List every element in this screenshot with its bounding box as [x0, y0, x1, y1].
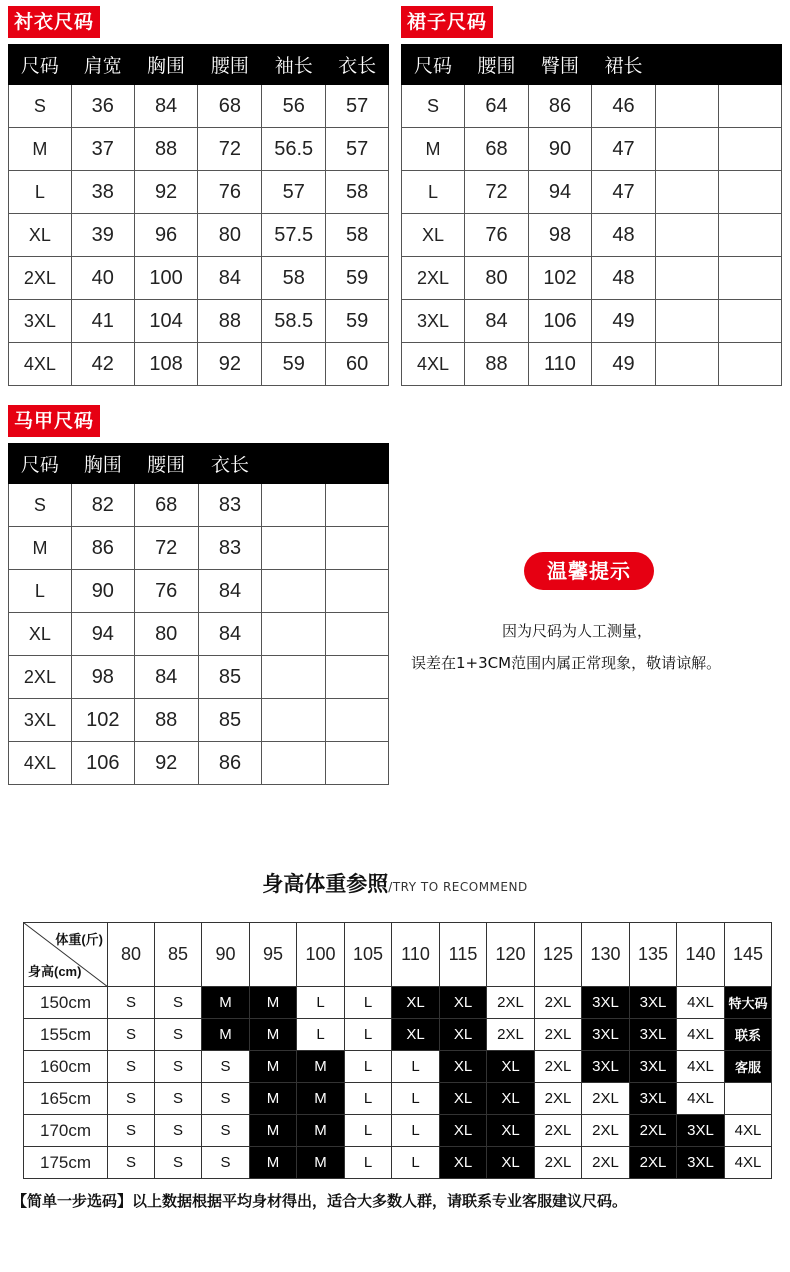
special-size-cell: 特大码: [725, 987, 772, 1019]
weight-header-cell: 135: [630, 923, 677, 987]
skirt-value-cell: 80: [465, 257, 529, 300]
shirt-value-cell: 58: [262, 257, 326, 300]
shirt-size-title: 衬衣尺码: [8, 6, 100, 38]
shirt-size-cell: M: [9, 128, 72, 171]
shirt-value-cell: 58.5: [262, 300, 326, 343]
recommended-size-cell: M: [250, 1083, 297, 1115]
vest-value-cell: 83: [198, 484, 262, 527]
shirt-value-cell: 58: [326, 171, 389, 214]
vest-size-cell: 3XL: [9, 699, 72, 742]
recommended-size-cell: 3XL: [582, 987, 630, 1019]
recommended-size-cell: XL: [440, 1115, 487, 1147]
skirt-value-cell: [656, 214, 719, 257]
skirt-value-cell: [656, 85, 719, 128]
shirt-value-cell: 72: [198, 128, 262, 171]
skirt-value-cell: 110: [529, 343, 592, 386]
vest-value-cell: 68: [134, 484, 198, 527]
special-size-cell: 联系: [725, 1019, 772, 1051]
vest-value-cell: [326, 570, 389, 613]
shirt-value-cell: 57: [326, 128, 389, 171]
shirt-size-cell: S: [9, 85, 72, 128]
shirt-value-cell: 36: [71, 85, 134, 128]
skirt-row: [402, 300, 782, 343]
tip-badge: 温馨提示: [524, 552, 654, 590]
recommended-size-cell: L: [392, 1147, 440, 1179]
recommended-size-cell: L: [392, 1115, 440, 1147]
shirt-size-cell: XL: [9, 214, 72, 257]
skirt-value-cell: 90: [529, 128, 592, 171]
shirt-header-cell: 尺码: [9, 45, 72, 85]
vest-value-cell: [262, 570, 326, 613]
recommended-size-cell: 2XL: [582, 1115, 630, 1147]
shirt-value-cell: 92: [198, 343, 262, 386]
skirt-value-cell: 48: [592, 214, 656, 257]
vest-size-cell: 4XL: [9, 742, 72, 785]
recommended-size-cell: 3XL: [630, 1083, 677, 1115]
skirt-value-cell: 64: [465, 85, 529, 128]
skirt-header-cell: 裙长: [592, 45, 656, 85]
shirt-value-cell: 100: [134, 257, 198, 300]
shirt-value-cell: 57.5: [262, 214, 326, 257]
height-cell: 160cm: [24, 1051, 108, 1083]
vest-row: [9, 613, 389, 656]
shirt-size-cell: 2XL: [9, 257, 72, 300]
shirt-value-cell: 40: [71, 257, 134, 300]
vest-size-block: [8, 405, 389, 780]
skirt-value-cell: 72: [465, 171, 529, 214]
recommended-size-cell: S: [155, 1115, 202, 1147]
reference-row: [24, 1115, 772, 1147]
reference-title-en: /TRY TO RECOMMEND: [388, 880, 528, 894]
recommended-size-cell: XL: [392, 1019, 440, 1051]
vest-value-cell: 92: [134, 742, 198, 785]
recommended-size-cell: S: [155, 987, 202, 1019]
skirt-header-cell: 臀围: [529, 45, 592, 85]
recommended-size-cell: 2XL: [630, 1115, 677, 1147]
recommended-size-cell: L: [392, 1051, 440, 1083]
shirt-row: [9, 128, 389, 171]
shirt-value-cell: 108: [134, 343, 198, 386]
recommended-size-cell: 4XL: [677, 1051, 725, 1083]
vest-size-cell: S: [9, 484, 72, 527]
recommended-size-cell: 2XL: [535, 1019, 582, 1051]
vest-value-cell: 94: [71, 613, 134, 656]
shirt-value-cell: 57: [326, 85, 389, 128]
skirt-size-title: 裙子尺码: [401, 6, 493, 38]
vest-size-title: 马甲尺码: [8, 405, 100, 437]
shirt-header-cell: 袖长: [262, 45, 326, 85]
vest-value-cell: [326, 699, 389, 742]
recommended-size-cell: 2XL: [535, 1083, 582, 1115]
recommended-size-cell: S: [202, 1083, 250, 1115]
skirt-value-cell: [656, 171, 719, 214]
reference-title: [0, 868, 790, 898]
shirt-value-cell: 68: [198, 85, 262, 128]
weight-header-cell: 110: [392, 923, 440, 987]
vest-size-cell: M: [9, 527, 72, 570]
reference-row: [24, 987, 772, 1019]
skirt-size-cell: 4XL: [402, 343, 465, 386]
recommended-size-cell: S: [155, 1147, 202, 1179]
recommended-size-cell: M: [297, 1115, 345, 1147]
skirt-size-cell: S: [402, 85, 465, 128]
vest-header-cell: 胸围: [71, 444, 134, 484]
shirt-value-cell: 41: [71, 300, 134, 343]
skirt-value-cell: 94: [529, 171, 592, 214]
weight-header-cell: 100: [297, 923, 345, 987]
weight-header-cell: 90: [202, 923, 250, 987]
skirt-value-cell: [656, 343, 719, 386]
vest-header-cell: 衣长: [198, 444, 262, 484]
recommended-size-cell: L: [345, 1115, 392, 1147]
recommended-size-cell: XL: [440, 987, 487, 1019]
vest-value-cell: 72: [134, 527, 198, 570]
shirt-header-cell: 肩宽: [71, 45, 134, 85]
weight-header-cell: 85: [155, 923, 202, 987]
reference-row: [24, 1051, 772, 1083]
recommended-size-cell: 4XL: [725, 1115, 772, 1147]
recommended-size-cell: [725, 1083, 772, 1115]
vest-row: [9, 656, 389, 699]
shirt-value-cell: 42: [71, 343, 134, 386]
skirt-value-cell: 49: [592, 343, 656, 386]
vest-size-table: [8, 443, 389, 785]
vest-value-cell: [326, 613, 389, 656]
skirt-value-cell: 47: [592, 128, 656, 171]
shirt-value-cell: 88: [134, 128, 198, 171]
shirt-value-cell: 59: [262, 343, 326, 386]
recommended-size-cell: L: [345, 1051, 392, 1083]
recommended-size-cell: XL: [487, 1147, 535, 1179]
skirt-value-cell: 48: [592, 257, 656, 300]
height-cell: 165cm: [24, 1083, 108, 1115]
vest-value-cell: [262, 613, 326, 656]
recommended-size-cell: M: [202, 987, 250, 1019]
vest-value-cell: 80: [134, 613, 198, 656]
vest-value-cell: [262, 742, 326, 785]
skirt-value-cell: [656, 257, 719, 300]
reference-title-cn: 身高体重参照: [262, 872, 389, 896]
skirt-value-cell: [719, 257, 782, 300]
weight-header-cell: 95: [250, 923, 297, 987]
vest-row: [9, 484, 389, 527]
vest-value-cell: 84: [198, 613, 262, 656]
vest-value-cell: 86: [198, 742, 262, 785]
recommended-size-cell: XL: [487, 1115, 535, 1147]
shirt-row: [9, 171, 389, 214]
shirt-value-cell: 59: [326, 300, 389, 343]
shirt-header-cell: 腰围: [198, 45, 262, 85]
special-size-cell: 客服: [725, 1051, 772, 1083]
skirt-value-cell: 68: [465, 128, 529, 171]
vest-header-cell: 腰围: [134, 444, 198, 484]
vest-value-cell: 86: [71, 527, 134, 570]
recommended-size-cell: 2XL: [487, 1019, 535, 1051]
recommended-size-cell: 4XL: [677, 987, 725, 1019]
shirt-header-cell: 衣长: [326, 45, 389, 85]
recommended-size-cell: XL: [440, 1147, 487, 1179]
skirt-size-cell: L: [402, 171, 465, 214]
weight-header-cell: 140: [677, 923, 725, 987]
vest-size-cell: XL: [9, 613, 72, 656]
recommended-size-cell: M: [297, 1147, 345, 1179]
shirt-value-cell: 56: [262, 85, 326, 128]
recommended-size-cell: 2XL: [535, 987, 582, 1019]
reference-row: [24, 1147, 772, 1179]
recommended-size-cell: 2XL: [535, 1147, 582, 1179]
shirt-row: [9, 300, 389, 343]
tip-line-2: 误差在1+3CM范围内属正常现象，敬请谅解。: [411, 654, 722, 672]
vest-value-cell: [262, 484, 326, 527]
reference-corner-cell: [24, 923, 108, 987]
height-cell: 170cm: [24, 1115, 108, 1147]
corner-weight-label: 体重(斤): [55, 932, 103, 947]
recommended-size-cell: XL: [440, 1019, 487, 1051]
weight-header-cell: 120: [487, 923, 535, 987]
vest-header-cell: [262, 444, 326, 484]
shirt-header-cell: 胸围: [134, 45, 198, 85]
recommended-size-cell: L: [392, 1083, 440, 1115]
vest-value-cell: 85: [198, 656, 262, 699]
vest-row: [9, 570, 389, 613]
recommended-size-cell: M: [202, 1019, 250, 1051]
recommended-size-cell: M: [297, 1051, 345, 1083]
skirt-value-cell: [656, 300, 719, 343]
vest-header-row: [9, 444, 389, 484]
vest-value-cell: 106: [71, 742, 134, 785]
shirt-row: [9, 85, 389, 128]
shirt-value-cell: 96: [134, 214, 198, 257]
recommended-size-cell: 4XL: [725, 1147, 772, 1179]
weight-header-cell: 115: [440, 923, 487, 987]
vest-row: [9, 699, 389, 742]
skirt-value-cell: [719, 171, 782, 214]
recommended-size-cell: 3XL: [630, 987, 677, 1019]
recommended-size-cell: S: [202, 1147, 250, 1179]
recommended-size-cell: 2XL: [582, 1083, 630, 1115]
recommended-size-cell: XL: [440, 1083, 487, 1115]
recommended-size-cell: S: [108, 1115, 155, 1147]
vest-value-cell: 82: [71, 484, 134, 527]
skirt-size-cell: 3XL: [402, 300, 465, 343]
reference-header-row: [24, 923, 772, 987]
vest-size-cell: L: [9, 570, 72, 613]
recommended-size-cell: 2XL: [582, 1147, 630, 1179]
footer-note: 【简单一步选码】以上数据根据平均身材得出，适合大多数人群，请联系专业客服建议尺码。: [12, 1192, 628, 1210]
recommended-size-cell: S: [202, 1115, 250, 1147]
recommended-size-cell: XL: [440, 1051, 487, 1083]
shirt-size-cell: 4XL: [9, 343, 72, 386]
vest-value-cell: [326, 527, 389, 570]
shirt-value-cell: 84: [134, 85, 198, 128]
vest-value-cell: 90: [71, 570, 134, 613]
recommended-size-cell: S: [108, 1147, 155, 1179]
skirt-row: [402, 257, 782, 300]
vest-row: [9, 742, 389, 785]
skirt-row: [402, 85, 782, 128]
vest-value-cell: 88: [134, 699, 198, 742]
shirt-size-table: [8, 44, 389, 386]
skirt-header-cell: [656, 45, 719, 85]
height-cell: 155cm: [24, 1019, 108, 1051]
recommended-size-cell: M: [250, 1147, 297, 1179]
skirt-size-block: [401, 6, 782, 381]
shirt-row: [9, 257, 389, 300]
skirt-value-cell: 88: [465, 343, 529, 386]
shirt-row: [9, 343, 389, 386]
skirt-row: [402, 343, 782, 386]
skirt-value-cell: 46: [592, 85, 656, 128]
recommended-size-cell: S: [155, 1051, 202, 1083]
skirt-header-row: [402, 45, 782, 85]
skirt-row: [402, 214, 782, 257]
shirt-value-cell: 59: [326, 257, 389, 300]
skirt-value-cell: [719, 128, 782, 171]
skirt-value-cell: [656, 128, 719, 171]
skirt-size-table: [401, 44, 782, 386]
vest-value-cell: 102: [71, 699, 134, 742]
recommended-size-cell: S: [155, 1019, 202, 1051]
height-weight-table: [23, 922, 772, 1179]
skirt-value-cell: [719, 85, 782, 128]
skirt-header-cell: 尺码: [402, 45, 465, 85]
recommended-size-cell: 3XL: [630, 1019, 677, 1051]
shirt-value-cell: 60: [326, 343, 389, 386]
shirt-value-cell: 39: [71, 214, 134, 257]
recommended-size-cell: 3XL: [582, 1019, 630, 1051]
vest-value-cell: 85: [198, 699, 262, 742]
skirt-value-cell: 49: [592, 300, 656, 343]
vest-value-cell: [262, 699, 326, 742]
shirt-value-cell: 80: [198, 214, 262, 257]
skirt-value-cell: 102: [529, 257, 592, 300]
shirt-header-row: [9, 45, 389, 85]
shirt-size-cell: 3XL: [9, 300, 72, 343]
tip-line-1: 因为尺码为人工测量，: [502, 622, 653, 640]
vest-value-cell: 83: [198, 527, 262, 570]
recommended-size-cell: L: [297, 1019, 345, 1051]
shirt-size-block: [8, 6, 389, 381]
recommended-size-cell: XL: [487, 1051, 535, 1083]
skirt-size-cell: 2XL: [402, 257, 465, 300]
weight-header-cell: 105: [345, 923, 392, 987]
recommended-size-cell: 2XL: [630, 1147, 677, 1179]
vest-value-cell: [326, 742, 389, 785]
recommended-size-cell: 4XL: [677, 1083, 725, 1115]
recommended-size-cell: XL: [392, 987, 440, 1019]
recommended-size-cell: L: [345, 1083, 392, 1115]
skirt-value-cell: [719, 214, 782, 257]
recommended-size-cell: M: [250, 1051, 297, 1083]
shirt-value-cell: 76: [198, 171, 262, 214]
corner-height-label: 身高(cm): [28, 964, 82, 979]
recommended-size-cell: 2XL: [535, 1115, 582, 1147]
recommended-size-cell: M: [250, 987, 297, 1019]
vest-value-cell: [262, 656, 326, 699]
weight-header-cell: 125: [535, 923, 582, 987]
vest-size-cell: 2XL: [9, 656, 72, 699]
recommended-size-cell: S: [108, 1051, 155, 1083]
recommended-size-cell: L: [297, 987, 345, 1019]
shirt-value-cell: 84: [198, 257, 262, 300]
vest-value-cell: 84: [134, 656, 198, 699]
vest-value-cell: 76: [134, 570, 198, 613]
recommended-size-cell: 3XL: [630, 1051, 677, 1083]
shirt-value-cell: 56.5: [262, 128, 326, 171]
skirt-value-cell: 47: [592, 171, 656, 214]
shirt-row: [9, 214, 389, 257]
shirt-value-cell: 88: [198, 300, 262, 343]
skirt-value-cell: [719, 300, 782, 343]
recommended-size-cell: M: [297, 1083, 345, 1115]
vest-value-cell: 84: [198, 570, 262, 613]
recommended-size-cell: 2XL: [535, 1051, 582, 1083]
recommended-size-cell: XL: [487, 1083, 535, 1115]
skirt-header-cell: [719, 45, 782, 85]
recommended-size-cell: 4XL: [677, 1019, 725, 1051]
reference-row: [24, 1019, 772, 1051]
recommended-size-cell: S: [108, 1019, 155, 1051]
recommended-size-cell: S: [155, 1083, 202, 1115]
reference-row: [24, 1083, 772, 1115]
vest-value-cell: 98: [71, 656, 134, 699]
shirt-value-cell: 58: [326, 214, 389, 257]
weight-header-cell: 80: [108, 923, 155, 987]
recommended-size-cell: 3XL: [677, 1115, 725, 1147]
shirt-value-cell: 37: [71, 128, 134, 171]
skirt-row: [402, 128, 782, 171]
recommended-size-cell: 2XL: [487, 987, 535, 1019]
vest-value-cell: [262, 527, 326, 570]
skirt-value-cell: 106: [529, 300, 592, 343]
recommended-size-cell: L: [345, 1147, 392, 1179]
recommended-size-cell: S: [108, 1083, 155, 1115]
shirt-value-cell: 38: [71, 171, 134, 214]
skirt-value-cell: 76: [465, 214, 529, 257]
recommended-size-cell: L: [345, 1019, 392, 1051]
recommended-size-cell: L: [345, 987, 392, 1019]
shirt-size-cell: L: [9, 171, 72, 214]
recommended-size-cell: 3XL: [677, 1147, 725, 1179]
vest-value-cell: [326, 656, 389, 699]
vest-value-cell: [326, 484, 389, 527]
recommended-size-cell: M: [250, 1019, 297, 1051]
recommended-size-cell: M: [250, 1115, 297, 1147]
shirt-value-cell: 104: [134, 300, 198, 343]
skirt-row: [402, 171, 782, 214]
height-cell: 150cm: [24, 987, 108, 1019]
skirt-header-cell: 腰围: [465, 45, 529, 85]
recommended-size-cell: S: [108, 987, 155, 1019]
weight-header-cell: 145: [725, 923, 772, 987]
vest-header-cell: 尺码: [9, 444, 72, 484]
vest-header-cell: [326, 444, 389, 484]
skirt-value-cell: 84: [465, 300, 529, 343]
height-cell: 175cm: [24, 1147, 108, 1179]
recommended-size-cell: S: [202, 1051, 250, 1083]
vest-row: [9, 527, 389, 570]
skirt-value-cell: [719, 343, 782, 386]
shirt-value-cell: 57: [262, 171, 326, 214]
weight-header-cell: 130: [582, 923, 630, 987]
skirt-value-cell: 86: [529, 85, 592, 128]
skirt-value-cell: 98: [529, 214, 592, 257]
recommended-size-cell: 3XL: [582, 1051, 630, 1083]
skirt-size-cell: XL: [402, 214, 465, 257]
skirt-size-cell: M: [402, 128, 465, 171]
shirt-value-cell: 92: [134, 171, 198, 214]
